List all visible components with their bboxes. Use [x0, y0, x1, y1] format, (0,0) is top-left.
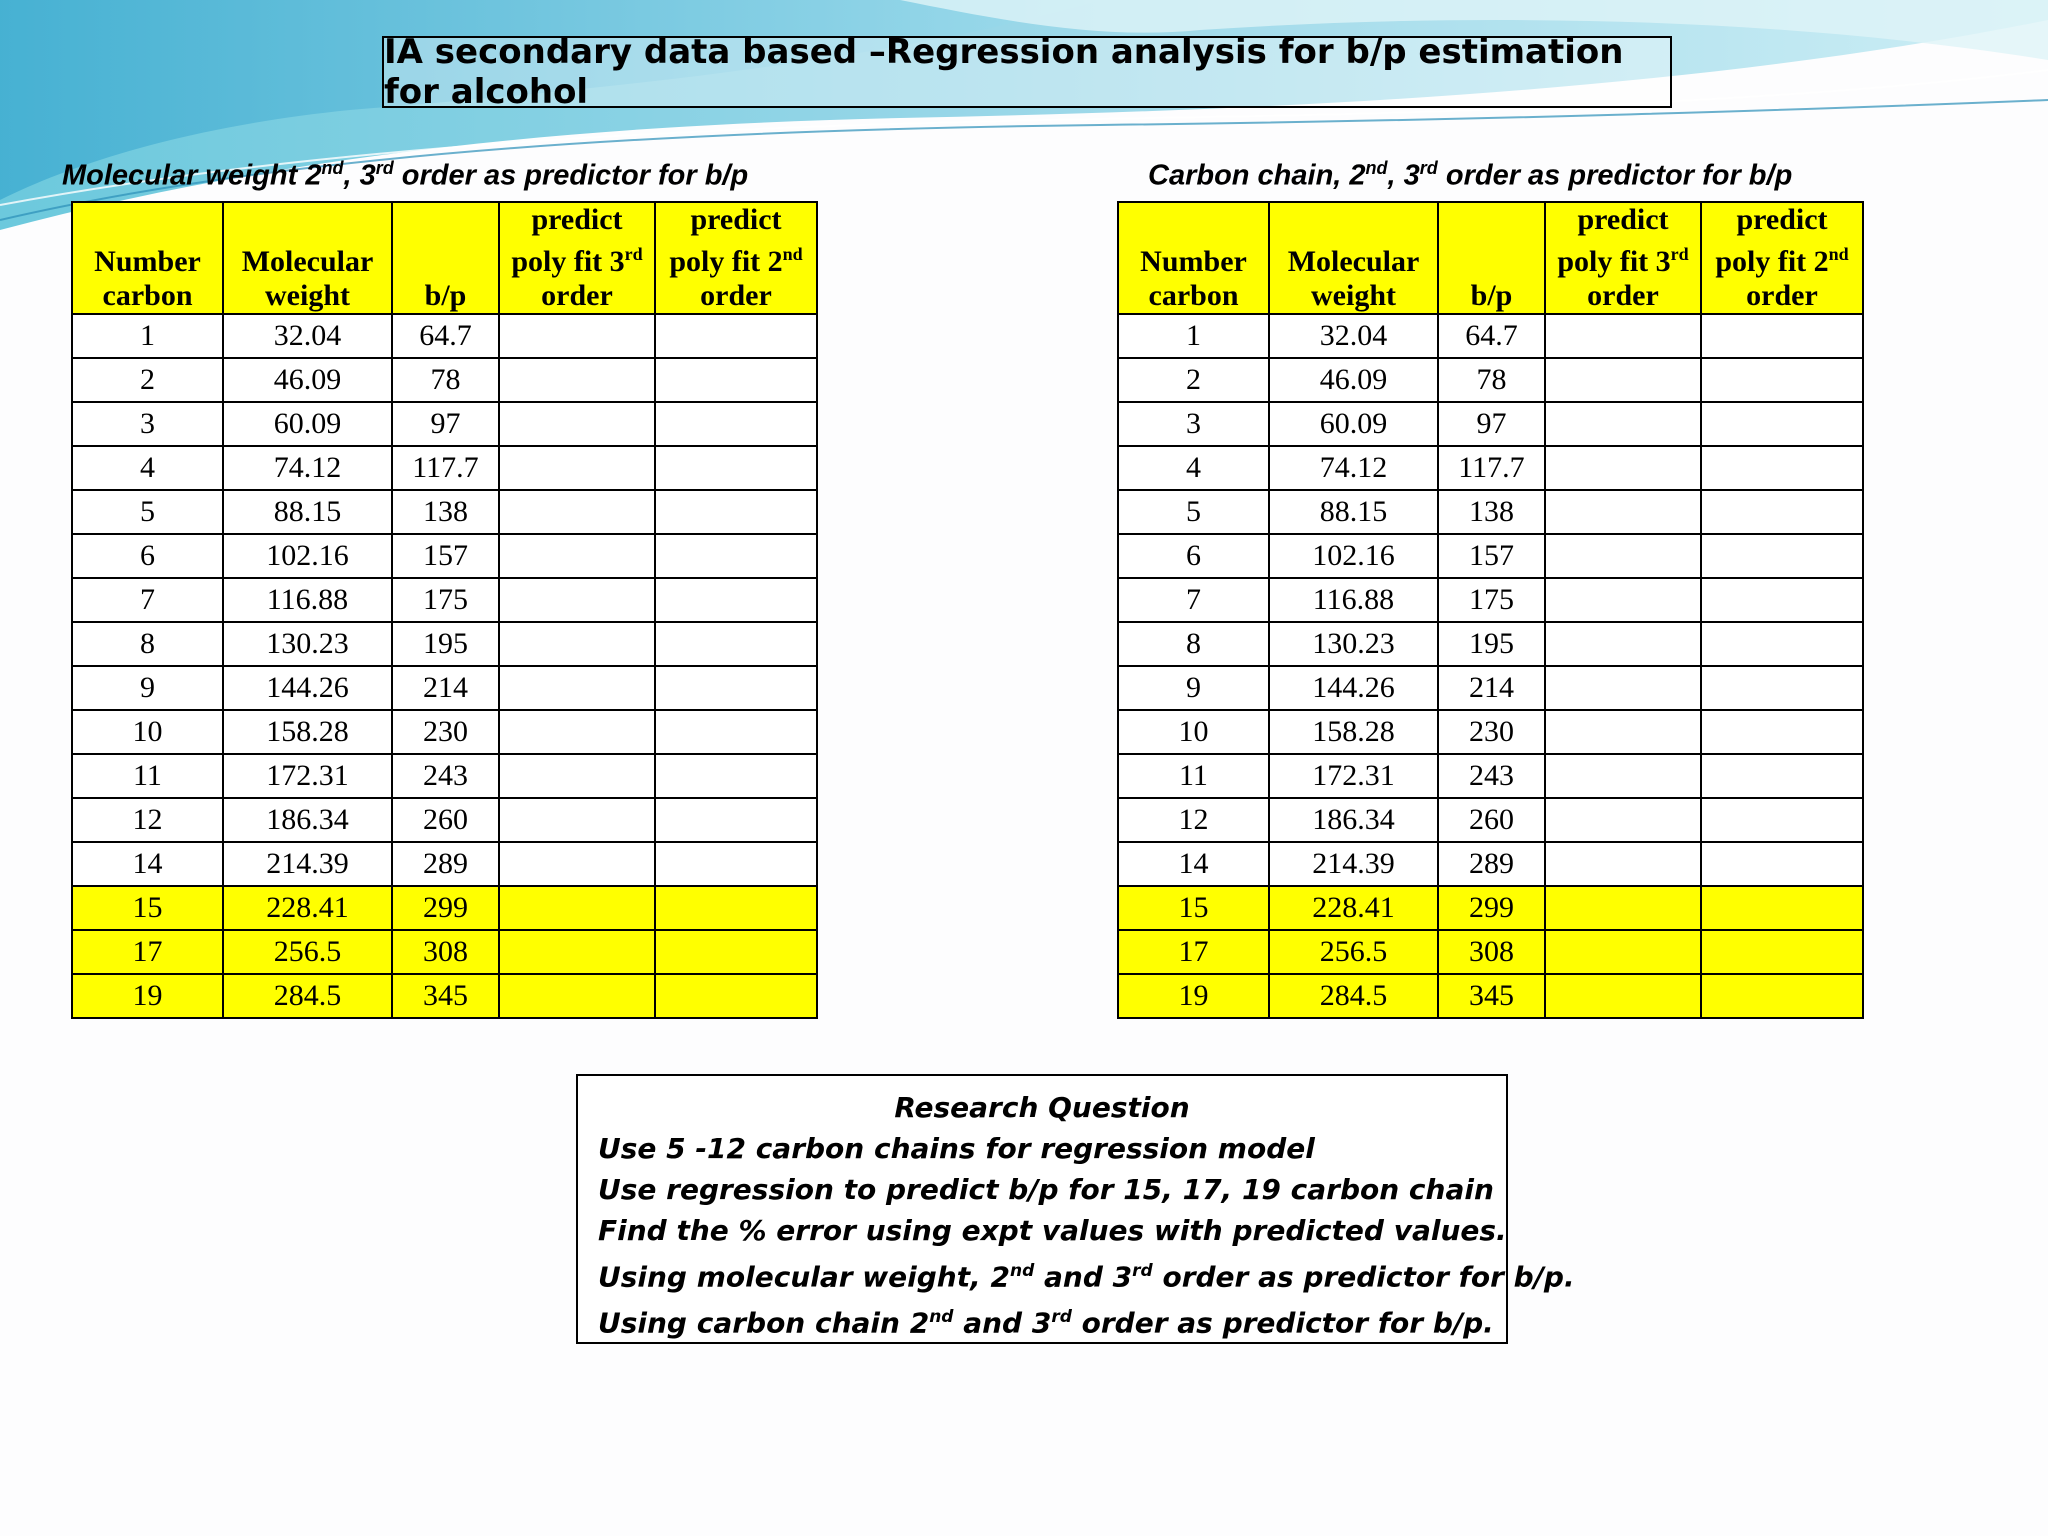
cell-bp: 299 — [392, 886, 499, 930]
cell-molecular-weight: 172.31 — [1269, 754, 1438, 798]
table-row — [72, 798, 817, 842]
cell-molecular-weight: 130.23 — [1269, 622, 1438, 666]
cell-bp: 230 — [1438, 710, 1545, 754]
cell-predict-3rd — [499, 666, 655, 710]
cell-predict-3rd — [1545, 490, 1701, 534]
cell-predict-2nd — [1701, 754, 1863, 798]
cell-molecular-weight: 46.09 — [1269, 358, 1438, 402]
cell-molecular-weight: 74.12 — [223, 446, 392, 490]
cell-predict-2nd — [1701, 314, 1863, 358]
table-header-row — [1118, 202, 1863, 314]
cell-molecular-weight: 186.34 — [223, 798, 392, 842]
cell-predict-2nd — [655, 446, 817, 490]
cell-molecular-weight: 32.04 — [223, 314, 392, 358]
cell-predict-3rd — [499, 974, 655, 1018]
table-row — [1118, 886, 1863, 930]
cell-number-carbon: 15 — [72, 886, 223, 930]
cell-number-carbon: 9 — [1118, 666, 1269, 710]
cell-predict-2nd — [655, 358, 817, 402]
right-data-table — [1117, 201, 1864, 1019]
research-line: Using carbon chain 2nd and 3rd order as predictor for b/p. — [598, 1306, 1494, 1340]
cell-predict-3rd — [499, 490, 655, 534]
cell-bp: 214 — [1438, 666, 1545, 710]
cell-predict-2nd — [1701, 534, 1863, 578]
cell-number-carbon: 5 — [72, 490, 223, 534]
cell-predict-3rd — [1545, 358, 1701, 402]
cell-predict-3rd — [499, 886, 655, 930]
cell-predict-3rd — [1545, 402, 1701, 446]
cell-molecular-weight: 214.39 — [223, 842, 392, 886]
cell-predict-3rd — [499, 578, 655, 622]
table-row — [72, 930, 817, 974]
cell-predict-3rd — [499, 446, 655, 490]
cell-predict-3rd — [1545, 974, 1701, 1018]
cell-predict-2nd — [1701, 446, 1863, 490]
table-row — [1118, 842, 1863, 886]
table-row — [72, 974, 817, 1018]
cell-predict-3rd — [499, 358, 655, 402]
cell-predict-3rd — [1545, 446, 1701, 490]
cell-molecular-weight: 102.16 — [1269, 534, 1438, 578]
cell-number-carbon: 2 — [1118, 358, 1269, 402]
cell-number-carbon: 14 — [72, 842, 223, 886]
table-row — [72, 534, 817, 578]
cell-predict-2nd — [655, 974, 817, 1018]
header-predict-3rd: predict poly fit 3rd order — [1545, 202, 1701, 314]
cell-predict-2nd — [655, 490, 817, 534]
left-data-table — [71, 201, 818, 1019]
cell-number-carbon: 7 — [72, 578, 223, 622]
cell-molecular-weight: 158.28 — [223, 710, 392, 754]
cell-predict-2nd — [1701, 886, 1863, 930]
right-subtitle: Carbon chain, 2nd, 3rd order as predictor for b/p — [1148, 158, 1793, 192]
table-row — [72, 710, 817, 754]
cell-predict-3rd — [1545, 622, 1701, 666]
cell-number-carbon: 8 — [72, 622, 223, 666]
cell-molecular-weight: 116.88 — [1269, 578, 1438, 622]
table-row — [1118, 446, 1863, 490]
cell-number-carbon: 5 — [1118, 490, 1269, 534]
cell-molecular-weight: 88.15 — [223, 490, 392, 534]
table-row — [1118, 930, 1863, 974]
cell-number-carbon: 6 — [72, 534, 223, 578]
cell-predict-2nd — [1701, 666, 1863, 710]
table-row — [72, 666, 817, 710]
cell-predict-3rd — [1545, 666, 1701, 710]
cell-molecular-weight: 46.09 — [223, 358, 392, 402]
cell-bp: 195 — [392, 622, 499, 666]
cell-molecular-weight: 228.41 — [1269, 886, 1438, 930]
cell-number-carbon: 10 — [72, 710, 223, 754]
table-row — [1118, 578, 1863, 622]
cell-predict-3rd — [1545, 930, 1701, 974]
cell-molecular-weight: 284.5 — [223, 974, 392, 1018]
header-molecular-weight: Molecular weight — [1269, 202, 1438, 314]
cell-number-carbon: 3 — [72, 402, 223, 446]
cell-number-carbon: 3 — [1118, 402, 1269, 446]
cell-number-carbon: 12 — [72, 798, 223, 842]
cell-molecular-weight: 60.09 — [223, 402, 392, 446]
cell-predict-2nd — [1701, 710, 1863, 754]
cell-predict-2nd — [655, 754, 817, 798]
cell-molecular-weight: 158.28 — [1269, 710, 1438, 754]
cell-bp: 78 — [392, 358, 499, 402]
cell-predict-2nd — [655, 314, 817, 358]
cell-predict-2nd — [655, 842, 817, 886]
table-row — [72, 886, 817, 930]
cell-bp: 97 — [392, 402, 499, 446]
cell-predict-3rd — [1545, 842, 1701, 886]
cell-predict-3rd — [1545, 886, 1701, 930]
cell-bp: 345 — [1438, 974, 1545, 1018]
cell-predict-2nd — [1701, 402, 1863, 446]
table-row — [1118, 490, 1863, 534]
cell-molecular-weight: 74.12 — [1269, 446, 1438, 490]
cell-predict-3rd — [1545, 578, 1701, 622]
cell-molecular-weight: 88.15 — [1269, 490, 1438, 534]
table-row — [72, 754, 817, 798]
cell-number-carbon: 19 — [1118, 974, 1269, 1018]
cell-predict-3rd — [499, 798, 655, 842]
research-line: Find the % error using expt values with predicted values. — [598, 1214, 1507, 1247]
cell-bp: 175 — [392, 578, 499, 622]
cell-predict-3rd — [1545, 710, 1701, 754]
cell-bp: 308 — [392, 930, 499, 974]
cell-bp: 64.7 — [1438, 314, 1545, 358]
page-title: IA secondary data based –Regression analysis for b/p estimation for alcohol — [382, 36, 1672, 108]
cell-bp: 175 — [1438, 578, 1545, 622]
cell-bp: 289 — [1438, 842, 1545, 886]
cell-predict-3rd — [499, 402, 655, 446]
table-row — [1118, 314, 1863, 358]
cell-molecular-weight: 130.23 — [223, 622, 392, 666]
cell-number-carbon: 10 — [1118, 710, 1269, 754]
cell-number-carbon: 8 — [1118, 622, 1269, 666]
cell-predict-2nd — [655, 402, 817, 446]
cell-predict-2nd — [1701, 930, 1863, 974]
cell-bp: 243 — [392, 754, 499, 798]
cell-bp: 64.7 — [392, 314, 499, 358]
cell-bp: 230 — [392, 710, 499, 754]
cell-bp: 299 — [1438, 886, 1545, 930]
cell-molecular-weight: 116.88 — [223, 578, 392, 622]
cell-number-carbon: 12 — [1118, 798, 1269, 842]
research-question-box — [576, 1074, 1575, 1344]
header-number-carbon: Number carbon — [72, 202, 223, 314]
cell-number-carbon: 6 — [1118, 534, 1269, 578]
cell-bp: 157 — [1438, 534, 1545, 578]
table-row — [1118, 622, 1863, 666]
cell-predict-2nd — [655, 930, 817, 974]
cell-bp: 138 — [1438, 490, 1545, 534]
cell-predict-2nd — [655, 578, 817, 622]
cell-predict-3rd — [499, 842, 655, 886]
cell-number-carbon: 9 — [72, 666, 223, 710]
header-predict-2nd: predict poly fit 2nd order — [655, 202, 817, 314]
cell-molecular-weight: 228.41 — [223, 886, 392, 930]
table-row — [72, 842, 817, 886]
cell-bp: 214 — [392, 666, 499, 710]
cell-predict-2nd — [1701, 842, 1863, 886]
research-line: Use regression to predict b/p for 15, 17, 19 carbon chain — [598, 1173, 1494, 1206]
cell-predict-2nd — [655, 534, 817, 578]
cell-molecular-weight: 214.39 — [1269, 842, 1438, 886]
cell-molecular-weight: 172.31 — [223, 754, 392, 798]
research-line: Using molecular weight, 2nd and 3rd order as predictor for b/p. — [598, 1260, 1575, 1294]
cell-predict-3rd — [1545, 314, 1701, 358]
table-row — [72, 446, 817, 490]
table-row — [1118, 710, 1863, 754]
cell-predict-2nd — [1701, 490, 1863, 534]
cell-molecular-weight: 284.5 — [1269, 974, 1438, 1018]
cell-bp: 260 — [1438, 798, 1545, 842]
cell-number-carbon: 4 — [72, 446, 223, 490]
cell-number-carbon: 11 — [72, 754, 223, 798]
cell-predict-2nd — [655, 710, 817, 754]
cell-molecular-weight: 256.5 — [223, 930, 392, 974]
table-header-row — [72, 202, 817, 314]
cell-bp: 195 — [1438, 622, 1545, 666]
cell-predict-2nd — [655, 886, 817, 930]
cell-molecular-weight: 102.16 — [223, 534, 392, 578]
cell-molecular-weight: 144.26 — [223, 666, 392, 710]
cell-predict-3rd — [499, 930, 655, 974]
left-subtitle: Molecular weight 2nd, 3rd order as predictor for b/p — [62, 158, 749, 192]
cell-bp: 78 — [1438, 358, 1545, 402]
cell-predict-2nd — [1701, 974, 1863, 1018]
cell-bp: 243 — [1438, 754, 1545, 798]
cell-molecular-weight: 144.26 — [1269, 666, 1438, 710]
cell-predict-3rd — [499, 754, 655, 798]
header-number-carbon: Number carbon — [1118, 202, 1269, 314]
header-bp: b/p — [392, 202, 499, 314]
cell-number-carbon: 1 — [72, 314, 223, 358]
cell-predict-2nd — [1701, 358, 1863, 402]
cell-number-carbon: 2 — [72, 358, 223, 402]
cell-predict-2nd — [1701, 798, 1863, 842]
cell-number-carbon: 17 — [1118, 930, 1269, 974]
cell-bp: 308 — [1438, 930, 1545, 974]
table-row — [1118, 534, 1863, 578]
cell-bp: 260 — [392, 798, 499, 842]
cell-predict-2nd — [655, 666, 817, 710]
table-row — [72, 402, 817, 446]
cell-number-carbon: 15 — [1118, 886, 1269, 930]
cell-bp: 289 — [392, 842, 499, 886]
header-predict-3rd: predict poly fit 3rd order — [499, 202, 655, 314]
table-row — [72, 490, 817, 534]
cell-predict-3rd — [1545, 754, 1701, 798]
cell-number-carbon: 4 — [1118, 446, 1269, 490]
cell-predict-2nd — [655, 798, 817, 842]
cell-predict-3rd — [499, 710, 655, 754]
cell-bp: 138 — [392, 490, 499, 534]
cell-bp: 345 — [392, 974, 499, 1018]
table-row — [1118, 754, 1863, 798]
cell-number-carbon: 17 — [72, 930, 223, 974]
cell-number-carbon: 7 — [1118, 578, 1269, 622]
table-row — [72, 314, 817, 358]
table-row — [1118, 974, 1863, 1018]
cell-predict-2nd — [1701, 578, 1863, 622]
cell-predict-3rd — [499, 314, 655, 358]
table-row — [1118, 402, 1863, 446]
cell-bp: 117.7 — [1438, 446, 1545, 490]
table-row — [1118, 666, 1863, 710]
header-bp: b/p — [1438, 202, 1545, 314]
cell-bp: 97 — [1438, 402, 1545, 446]
cell-number-carbon: 19 — [72, 974, 223, 1018]
cell-molecular-weight: 186.34 — [1269, 798, 1438, 842]
research-line: Use 5 -12 carbon chains for regression model — [598, 1132, 1315, 1165]
table-row — [1118, 358, 1863, 402]
table-row — [72, 622, 817, 666]
cell-molecular-weight: 256.5 — [1269, 930, 1438, 974]
cell-number-carbon: 11 — [1118, 754, 1269, 798]
cell-predict-2nd — [1701, 622, 1863, 666]
table-row — [72, 578, 817, 622]
cell-predict-3rd — [499, 534, 655, 578]
header-molecular-weight: Molecular weight — [223, 202, 392, 314]
cell-predict-3rd — [499, 622, 655, 666]
table-row — [1118, 798, 1863, 842]
cell-number-carbon: 1 — [1118, 314, 1269, 358]
cell-predict-3rd — [1545, 798, 1701, 842]
cell-bp: 117.7 — [392, 446, 499, 490]
header-predict-2nd: predict poly fit 2nd order — [1701, 202, 1863, 314]
cell-molecular-weight: 32.04 — [1269, 314, 1438, 358]
cell-bp: 157 — [392, 534, 499, 578]
research-question-title: Research Question — [894, 1091, 1190, 1124]
cell-number-carbon: 14 — [1118, 842, 1269, 886]
cell-predict-2nd — [655, 622, 817, 666]
cell-predict-3rd — [1545, 534, 1701, 578]
table-row — [72, 358, 817, 402]
cell-molecular-weight: 60.09 — [1269, 402, 1438, 446]
